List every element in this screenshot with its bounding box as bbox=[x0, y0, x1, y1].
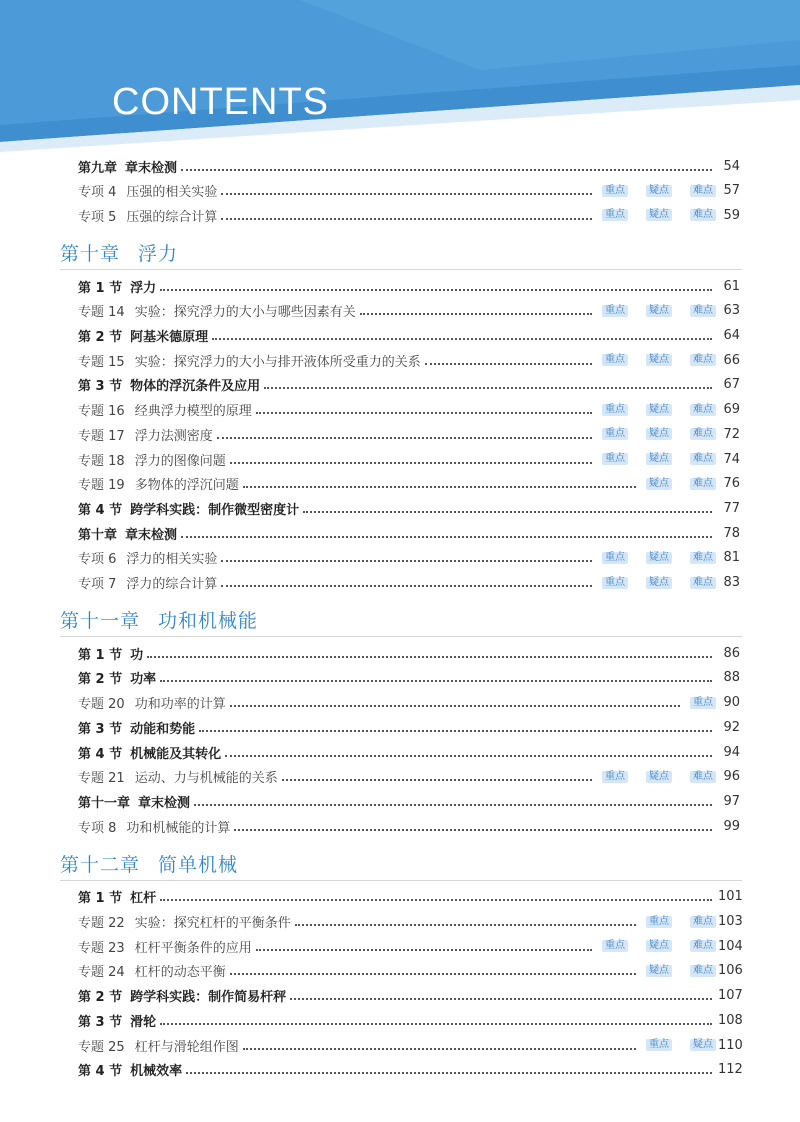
page-number: 103 bbox=[718, 914, 743, 929]
tag-key-point: 重点 bbox=[602, 185, 628, 197]
dot-leader bbox=[181, 168, 712, 171]
page-number: 99 bbox=[723, 818, 740, 834]
difficulty-tags bbox=[640, 1039, 716, 1051]
tag-key-point: 重点 bbox=[646, 1039, 672, 1051]
dot-leader bbox=[221, 584, 592, 587]
toc-entry[interactable] bbox=[78, 1034, 743, 1056]
difficulty-tags bbox=[684, 697, 716, 709]
entry-number: 专题 19 bbox=[78, 478, 125, 494]
tag-difficult-point: 难点 bbox=[690, 185, 716, 197]
entry-number: 第 1 节 bbox=[78, 647, 123, 663]
difficulty-tags bbox=[596, 209, 716, 221]
chapter-heading bbox=[60, 850, 238, 877]
dot-leader bbox=[160, 898, 712, 901]
entry-title: 浮力的综合计算 bbox=[126, 577, 218, 592]
page-number: 57 bbox=[723, 183, 740, 199]
dot-leader bbox=[194, 803, 712, 806]
difficulty-tags bbox=[596, 453, 716, 465]
toc-entry[interactable] bbox=[78, 204, 740, 226]
page-number: 67 bbox=[723, 377, 740, 393]
dot-leader bbox=[230, 972, 636, 975]
page-number: 66 bbox=[723, 352, 740, 368]
page-number: 64 bbox=[723, 328, 740, 343]
page-number: 94 bbox=[723, 744, 740, 760]
tag-doubt-point: 疑点 bbox=[690, 1039, 716, 1051]
tag-doubt-point: 疑点 bbox=[646, 940, 672, 952]
chapter-number: 第十二章 bbox=[60, 853, 141, 876]
page-number: 90 bbox=[723, 695, 740, 711]
entry-title: 实验：探究浮力的大小与排开液体所受重力的关系 bbox=[134, 354, 421, 370]
toc-entry[interactable] bbox=[78, 155, 740, 177]
difficulty-tags bbox=[596, 404, 716, 416]
dot-leader bbox=[290, 997, 712, 1000]
entry-title: 多物体的浮沉问题 bbox=[134, 478, 239, 494]
page-number: 107 bbox=[718, 988, 743, 1004]
page-number: 110 bbox=[718, 1037, 743, 1053]
tag-doubt-point: 疑点 bbox=[646, 354, 672, 366]
entry-number: 专题 17 bbox=[78, 428, 125, 444]
tag-difficult-point: 难点 bbox=[690, 305, 716, 317]
page-number: 104 bbox=[718, 938, 743, 954]
toc-entry[interactable] bbox=[78, 790, 740, 812]
page-number: 54 bbox=[723, 158, 740, 174]
entry-number: 专题 18 bbox=[78, 453, 125, 469]
entry-number: 专题 16 bbox=[78, 404, 125, 420]
page-number: 92 bbox=[723, 719, 740, 735]
tag-key-point: 重点 bbox=[602, 453, 628, 465]
entry-title: 杠杆与滑轮组作图 bbox=[134, 1039, 239, 1055]
dot-leader bbox=[234, 828, 712, 831]
entry-number: 专项 5 bbox=[78, 209, 117, 225]
entry-title: 滑轮 bbox=[130, 1014, 157, 1030]
dot-leader bbox=[217, 436, 592, 439]
toc-entry[interactable] bbox=[78, 642, 740, 664]
toc-entry[interactable] bbox=[78, 935, 743, 957]
entry-title: 实验：探究浮力的大小与哪些因素有关 bbox=[134, 305, 356, 321]
tag-doubt-point: 疑点 bbox=[646, 965, 672, 977]
chapter-number: 第十章 bbox=[60, 243, 121, 266]
entry-number: 专题 14 bbox=[78, 305, 125, 321]
dot-leader bbox=[256, 411, 592, 414]
dot-leader bbox=[186, 1071, 712, 1074]
entry-number: 第十章 bbox=[78, 527, 118, 543]
chapter-number: 第十一章 bbox=[60, 610, 141, 633]
entry-title: 杠杆的动态平衡 bbox=[134, 965, 226, 981]
entry-title: 阿基米德原理 bbox=[130, 330, 209, 345]
entry-number: 第 1 节 bbox=[78, 891, 123, 907]
dot-leader bbox=[303, 510, 712, 513]
chapter-divider bbox=[60, 269, 742, 270]
toc-entry[interactable] bbox=[78, 448, 740, 470]
tag-doubt-point: 疑点 bbox=[646, 771, 672, 783]
dot-leader bbox=[425, 362, 592, 365]
tag-key-point: 重点 bbox=[602, 940, 628, 952]
entry-title: 跨学科实践：制作微型密度计 bbox=[130, 502, 300, 518]
tag-difficult-point: 难点 bbox=[690, 354, 716, 366]
tag-doubt-point: 疑点 bbox=[646, 478, 672, 490]
page-number: 97 bbox=[723, 793, 740, 809]
difficulty-tags bbox=[596, 940, 716, 952]
toc-entry[interactable] bbox=[78, 692, 740, 714]
tag-key-point: 重点 bbox=[602, 404, 628, 416]
page-number: 72 bbox=[723, 426, 740, 442]
tag-key-point: 重点 bbox=[602, 428, 628, 440]
toc-entry[interactable] bbox=[78, 960, 743, 982]
entry-number: 第 4 节 bbox=[78, 502, 123, 518]
difficulty-tags bbox=[640, 965, 716, 977]
difficulty-tags bbox=[596, 577, 716, 589]
tag-key-point: 重点 bbox=[690, 697, 716, 709]
dot-leader bbox=[160, 1022, 712, 1025]
toc-entry[interactable] bbox=[78, 716, 740, 738]
tag-key-point: 重点 bbox=[602, 305, 628, 317]
entry-number: 专项 8 bbox=[78, 820, 117, 836]
page-number: 101 bbox=[718, 889, 743, 905]
page-number: 74 bbox=[723, 451, 740, 467]
entry-title: 章末检测 bbox=[125, 160, 178, 176]
tag-key-point: 重点 bbox=[602, 771, 628, 783]
dot-leader bbox=[295, 923, 636, 926]
entry-title: 物体的浮沉条件及应用 bbox=[130, 379, 261, 395]
entry-title: 浮力的图像问题 bbox=[134, 453, 226, 469]
tag-doubt-point: 疑点 bbox=[646, 577, 672, 589]
dot-leader bbox=[243, 1047, 636, 1050]
entry-title: 功和功率的计算 bbox=[134, 697, 226, 713]
tag-difficult-point: 难点 bbox=[690, 916, 716, 928]
chapter-heading bbox=[60, 606, 258, 633]
entry-title: 经典浮力模型的原理 bbox=[134, 404, 252, 420]
tag-key-point: 重点 bbox=[602, 209, 628, 221]
entry-number: 专题 25 bbox=[78, 1039, 125, 1055]
entry-number: 专项 4 bbox=[78, 185, 117, 201]
difficulty-tags bbox=[596, 771, 716, 783]
tag-difficult-point: 难点 bbox=[690, 965, 716, 977]
toc-entry[interactable] bbox=[78, 886, 743, 908]
tag-doubt-point: 疑点 bbox=[646, 404, 672, 416]
dot-leader bbox=[264, 386, 712, 389]
toc-entry[interactable] bbox=[78, 180, 740, 202]
toc-entry[interactable] bbox=[78, 766, 740, 788]
dot-leader bbox=[221, 192, 592, 195]
tag-key-point: 重点 bbox=[602, 552, 628, 564]
tag-doubt-point: 疑点 bbox=[646, 428, 672, 440]
chapter-title: 浮力 bbox=[138, 243, 179, 266]
entry-number: 第 3 节 bbox=[78, 721, 123, 737]
entry-number: 第 2 节 bbox=[78, 330, 123, 345]
entry-title: 功和机械能的计算 bbox=[126, 820, 231, 836]
tag-doubt-point: 疑点 bbox=[646, 185, 672, 197]
page-number: 76 bbox=[723, 476, 740, 492]
tag-doubt-point: 疑点 bbox=[646, 552, 672, 564]
entry-number: 专项 7 bbox=[78, 577, 117, 592]
dot-leader bbox=[225, 754, 712, 757]
entry-title: 杠杆平衡条件的应用 bbox=[134, 940, 252, 956]
page-number: 59 bbox=[723, 207, 740, 223]
tag-difficult-point: 难点 bbox=[690, 552, 716, 564]
tag-doubt-point: 疑点 bbox=[646, 305, 672, 317]
tag-difficult-point: 难点 bbox=[690, 577, 716, 589]
entry-title: 实验：探究杠杆的平衡条件 bbox=[134, 916, 291, 931]
entry-title: 浮力法测密度 bbox=[134, 428, 213, 444]
dot-leader bbox=[160, 679, 712, 682]
toc-entry[interactable] bbox=[78, 741, 740, 763]
entry-title: 压强的相关实验 bbox=[126, 185, 218, 201]
dot-leader bbox=[230, 704, 680, 707]
page-number: 69 bbox=[723, 402, 740, 418]
entry-number: 专题 21 bbox=[78, 771, 125, 787]
toc-entry[interactable] bbox=[78, 985, 743, 1007]
entry-number: 专题 24 bbox=[78, 965, 125, 981]
entry-number: 第 2 节 bbox=[78, 672, 123, 688]
page-number: 88 bbox=[723, 670, 740, 686]
toc-entry[interactable] bbox=[78, 522, 740, 544]
toc-entry[interactable] bbox=[78, 325, 740, 347]
dot-leader bbox=[181, 535, 712, 538]
page-number: 108 bbox=[718, 1012, 743, 1028]
page-number: 96 bbox=[723, 769, 740, 785]
dot-leader bbox=[147, 655, 712, 658]
difficulty-tags bbox=[596, 305, 716, 317]
difficulty-tags bbox=[596, 354, 716, 366]
tag-key-point: 重点 bbox=[602, 577, 628, 589]
dot-leader bbox=[221, 217, 592, 220]
chapter-title: 功和机械能 bbox=[158, 610, 259, 633]
page-number: 81 bbox=[723, 550, 740, 566]
dot-leader bbox=[243, 485, 636, 488]
dot-leader bbox=[221, 559, 592, 562]
toc-entry[interactable] bbox=[78, 911, 743, 933]
entry-title: 章末检测 bbox=[138, 795, 191, 811]
toc-entry[interactable] bbox=[78, 399, 740, 421]
tag-difficult-point: 难点 bbox=[690, 428, 716, 440]
dot-leader bbox=[256, 948, 592, 951]
tag-difficult-point: 难点 bbox=[690, 478, 716, 490]
page-number: 112 bbox=[718, 1062, 743, 1078]
tag-difficult-point: 难点 bbox=[690, 771, 716, 783]
dot-leader bbox=[212, 337, 712, 340]
toc-entry[interactable] bbox=[78, 423, 740, 445]
toc-entry[interactable] bbox=[78, 815, 740, 837]
chapter-divider bbox=[60, 636, 742, 637]
page-number: 61 bbox=[723, 278, 740, 294]
entry-number: 第 1 节 bbox=[78, 280, 123, 296]
entry-title: 功 bbox=[130, 647, 144, 663]
dot-leader bbox=[360, 312, 592, 315]
page-number: 106 bbox=[718, 963, 743, 979]
entry-title: 浮力的相关实验 bbox=[126, 552, 218, 568]
entry-number: 第 2 节 bbox=[78, 990, 123, 1006]
toc-entry[interactable] bbox=[78, 374, 740, 396]
chapter-title: 简单机械 bbox=[158, 853, 239, 876]
dot-leader bbox=[282, 778, 592, 781]
difficulty-tags bbox=[596, 185, 716, 197]
dot-leader bbox=[199, 729, 712, 732]
entry-title: 运动、力与机械能的关系 bbox=[134, 771, 278, 787]
tag-difficult-point: 难点 bbox=[690, 453, 716, 465]
entry-number: 第 3 节 bbox=[78, 379, 123, 395]
entry-title: 机械能及其转化 bbox=[130, 746, 222, 762]
entry-number: 专项 6 bbox=[78, 552, 117, 568]
entry-number: 第 4 节 bbox=[78, 746, 123, 762]
entry-number: 第 3 节 bbox=[78, 1014, 123, 1030]
chapter-divider bbox=[60, 880, 742, 881]
tag-difficult-point: 难点 bbox=[690, 209, 716, 221]
entry-title: 跨学科实践：制作简易杆秤 bbox=[130, 990, 287, 1006]
tag-key-point: 重点 bbox=[602, 354, 628, 366]
toc-entry[interactable] bbox=[78, 1009, 743, 1031]
entry-title: 功率 bbox=[130, 672, 157, 688]
toc-entry[interactable] bbox=[78, 349, 740, 371]
toc-entry[interactable] bbox=[78, 300, 740, 322]
page-number: 63 bbox=[723, 303, 740, 319]
entry-title: 杠杆 bbox=[130, 891, 157, 907]
difficulty-tags bbox=[640, 916, 716, 928]
chapter-heading bbox=[60, 239, 178, 266]
entry-title: 章末检测 bbox=[125, 527, 178, 543]
toc-entry[interactable] bbox=[78, 667, 740, 689]
toc-entry[interactable] bbox=[78, 497, 740, 519]
difficulty-tags bbox=[640, 478, 716, 490]
entry-title: 压强的综合计算 bbox=[126, 209, 218, 225]
entry-number: 第十一章 bbox=[78, 795, 131, 811]
dot-leader bbox=[160, 288, 712, 291]
entry-title: 浮力 bbox=[130, 280, 157, 296]
page-number: 77 bbox=[723, 500, 740, 516]
entry-number: 专题 20 bbox=[78, 697, 125, 713]
tag-key-point: 重点 bbox=[646, 916, 672, 928]
entry-number: 专题 22 bbox=[78, 916, 125, 931]
page-number: 83 bbox=[723, 575, 740, 590]
difficulty-tags bbox=[596, 428, 716, 440]
difficulty-tags bbox=[596, 552, 716, 564]
tag-difficult-point: 难点 bbox=[690, 940, 716, 952]
page-title: CONTENTS bbox=[112, 81, 329, 123]
tag-doubt-point: 疑点 bbox=[646, 453, 672, 465]
toc-entry[interactable] bbox=[78, 1059, 743, 1081]
entry-number: 第九章 bbox=[78, 160, 118, 176]
toc-entry[interactable] bbox=[78, 547, 740, 569]
entry-title: 动能和势能 bbox=[130, 721, 196, 737]
toc-entry[interactable] bbox=[78, 275, 740, 297]
toc-entry[interactable] bbox=[78, 473, 740, 495]
dot-leader bbox=[230, 461, 592, 464]
tag-doubt-point: 疑点 bbox=[646, 209, 672, 221]
entry-number: 第 4 节 bbox=[78, 1064, 123, 1080]
entry-title: 机械效率 bbox=[130, 1064, 183, 1080]
entry-number: 专题 15 bbox=[78, 354, 125, 370]
tag-difficult-point: 难点 bbox=[690, 404, 716, 416]
entry-number: 专题 23 bbox=[78, 940, 125, 956]
header-banner bbox=[0, 0, 800, 160]
toc-entry[interactable] bbox=[78, 572, 740, 594]
page-number: 86 bbox=[723, 645, 740, 661]
header-wave-graphic bbox=[0, 0, 800, 160]
page-number: 78 bbox=[723, 525, 740, 541]
